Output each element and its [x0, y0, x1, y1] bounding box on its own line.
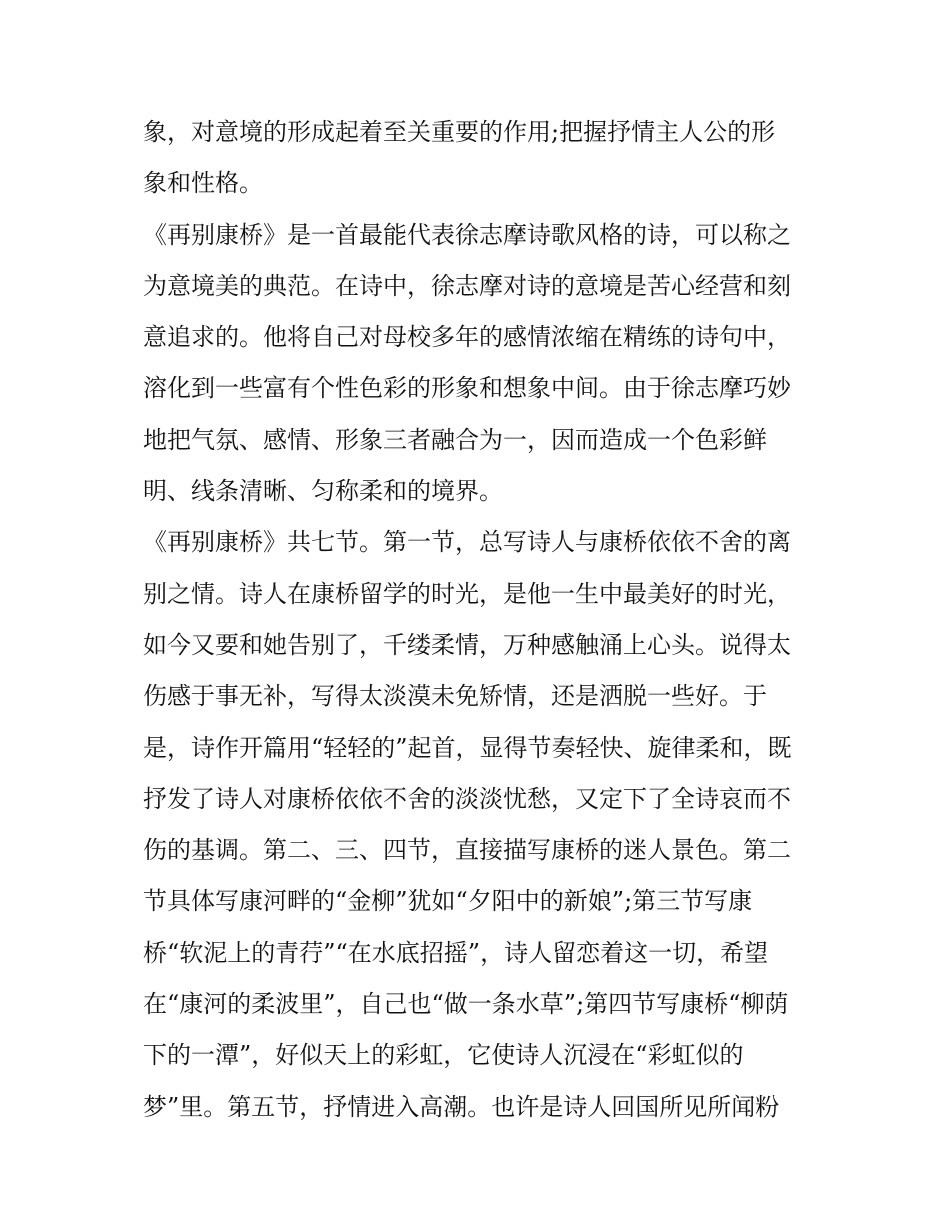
- text-line: 地把气氛、感情、形象三者融合为一，因而造成一个色彩鲜: [143, 425, 767, 454]
- text-line: 明、线条清晰、匀称柔和的境界。: [143, 477, 503, 506]
- text-line: 《再别康桥》是一首最能代表徐志摩诗歌风格的诗，可以称之: [143, 220, 791, 249]
- text-line: 象，对意境的形成起着至关重要的作用;把握抒情主人公的形: [143, 118, 776, 146]
- text-line: 如今又要和她告别了，千缕柔情，万种感触涌上心头。说得太: [143, 630, 791, 659]
- text-line: 桥“软泥上的青荇”“在水底招摇”，诗人留恋着这一切，希望: [143, 938, 769, 967]
- text-line: 为意境美的典范。在诗中，徐志摩对诗的意境是苦心经营和刻: [143, 271, 791, 300]
- text-line: 在“康河的柔波里”，自己也“做一条水草”;第四节写康桥“柳荫: [143, 990, 789, 1019]
- text-line: 伤的基调。第二、三、四节，直接描写康桥的迷人景色。第二: [143, 836, 791, 865]
- text-line: 象和性格。: [143, 169, 263, 198]
- text-line: 别之情。诗人在康桥留学的时光，是他一生中最美好的时光，: [143, 579, 791, 608]
- text-line: 《再别康桥》共七节。第一节，总写诗人与康桥依依不舍的离: [143, 528, 791, 557]
- text-line: 意追求的。他将自己对母校多年的感情浓缩在精练的诗句中，: [143, 323, 791, 352]
- text-line: 溶化到一些富有个性色彩的形象和想象中间。由于徐志摩巧妙: [143, 374, 791, 403]
- text-line: 伤感于事无补，写得太淡漠未免矫情，还是洒脱一些好。于: [143, 682, 767, 711]
- text-line: 节具体写康河畔的“金柳”犹如“夕阳中的新娘”;第三节写康: [143, 887, 753, 916]
- text-line: 梦”里。第五节，抒情进入高潮。也许是诗人回国所见所闻粉: [143, 1092, 780, 1121]
- text-line: 是，诗作开篇用“轻轻的”起首，显得节奏轻快、旋律柔和，既: [143, 733, 792, 762]
- body-text: [143, 107, 823, 1133]
- text-line: 下的一潭”，好似天上的彩虹，它使诗人沉浸在“彩虹似的: [143, 1041, 744, 1070]
- text-line: 抒发了诗人对康桥依依不舍的淡淡忧愁，又定下了全诗哀而不: [143, 784, 791, 813]
